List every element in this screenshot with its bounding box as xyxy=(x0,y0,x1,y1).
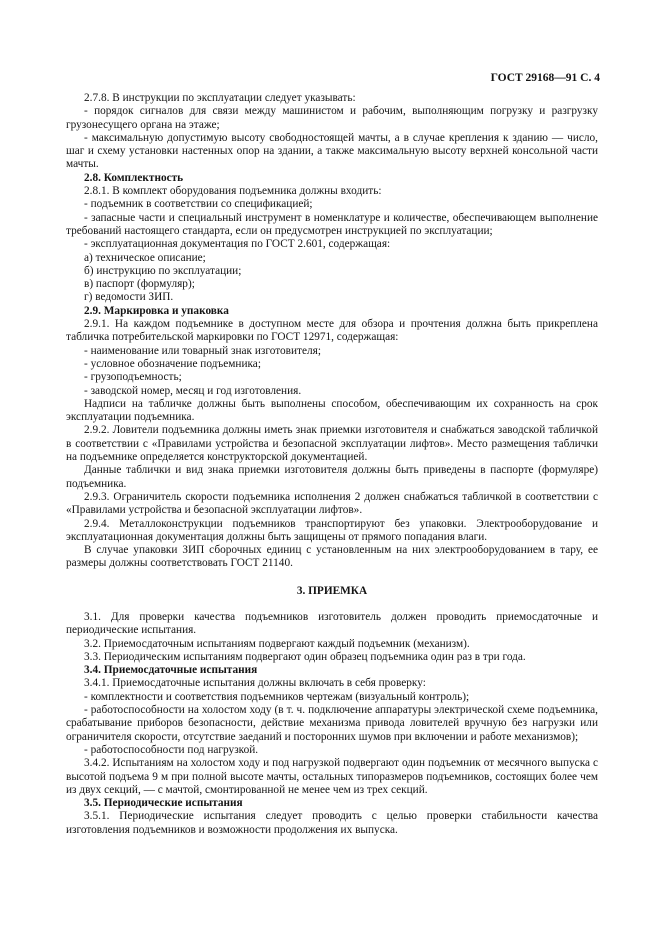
document-body xyxy=(66,92,598,837)
section-heading: 3. ПРИЕМКА xyxy=(296,584,368,597)
paragraph: 2.7.8. В инструкции по эксплуатации следует указывать: xyxy=(84,92,356,104)
subsection-heading: 3.4. Приемосдаточные испытания xyxy=(84,664,258,677)
paragraph: 2.9.1. На каждом подъемнике в доступном месте для обзора и прочтения должна быть прикреплена табличка потребительской маркировки по ГОСТ 12971, содержащая: xyxy=(66,318,598,344)
paragraph: - работоспособности на холостом ходу (в т. ч. подключение аппаратуры электрической схеме подъемника, срабатывание приборов безопасности, действие механизма привода ловителей вручную без нагрузки или ограничителя скорости, отсутствие заеданий и посторонних шумов при включении и работе механизмов); xyxy=(66,704,598,743)
paragraph: - максимальную допустимую высоту свободностоящей мачты, а в случае крепления к зданию — число, шаг и схему установки настенных опор на здании, а также максимальную высоту верхней консольной части мачты. xyxy=(66,131,598,171)
paragraph: а) техническое описание; xyxy=(84,251,206,264)
paragraph: 2.9.2. Ловители подъемника должны иметь знак приемки изготовителя и снабжаться заводской табличкой в соответствии с «Правилами устройства и безопасной эксплуатации лифтов». Место размещения таблички на подъемнике определяется конструкторской документацией. xyxy=(66,424,598,464)
page-header-standard-number: ГОСТ 29168—91 С. 4 xyxy=(490,72,600,84)
paragraph: - комплектности и соответствия подъемников чертежам (визуальный контроль); xyxy=(84,690,470,703)
paragraph: 3.5.1. Периодические испытания следует проводить с целью проверки стабильности качества изготовления подъемников и возможности продолжения их выпуска. xyxy=(66,810,598,836)
paragraph: г) ведомости ЗИП. xyxy=(84,291,174,304)
paragraph: - порядок сигналов для связи между машинистом и рабочим, выполняющим погрузку и разгрузку грузонесущего органа на этаже; xyxy=(66,105,598,131)
paragraph: - заводской номер, месяц и год изготовления. xyxy=(84,384,302,397)
subsection-heading: 3.5. Периодические испытания xyxy=(84,797,243,810)
paragraph: 3.2. Приемосдаточным испытаниям подвергают каждый подъемник (механизм). xyxy=(84,637,470,650)
paragraph: - работоспособности под нагрузкой. xyxy=(84,743,259,756)
paragraph: 2.8.1. В комплект оборудования подъемника должны входить: xyxy=(84,185,382,198)
paragraph: 3.4.2. Испытаниям на холостом ходу и под нагрузкой подвергают один подъемник от месячного выпуска с высотой подъема 9 м при полной высоте мачты, остальных типоразмеров подъемников, состоящих более чем из двух секций, — с мачтой, смонтированной не менее чем из трех секций. xyxy=(66,757,598,796)
paragraph: - условное обозначение подъемника; xyxy=(84,357,261,370)
paragraph: 3.4.1. Приемосдаточные испытания должны включать в себя проверку: xyxy=(84,677,426,690)
paragraph: - грузоподъемность; xyxy=(84,371,182,384)
subsection-heading: 2.9. Маркировка и упаковка xyxy=(84,304,229,317)
paragraph: Данные таблички и вид знака приемки изготовителя должны быть приведены в паспорте (формуляре) подъемника. xyxy=(66,464,598,490)
paragraph: - подъемник в соответствии со спецификацией; xyxy=(84,198,313,211)
paragraph: - наименование или товарный знак изготовителя; xyxy=(84,344,321,357)
paragraph: 2.9.4. Металлоконструкции подъемников транспортируют без упаковки. Электрооборудование и эксплуатационная документация должны быть защищены от прямого попадания влаги. xyxy=(66,517,598,543)
paragraph: - эксплуатационная документация по ГОСТ 2.601, содержащая: xyxy=(84,238,391,251)
paragraph: 2.9.3. Ограничитель скорости подъемника исполнения 2 должен снабжаться табличкой в соответствии с «Правилами устройства и безопасной эксплуатации лифтов». xyxy=(66,490,598,517)
paragraph: - запасные части и специальный инструмент в номенклатуре и количестве, обеспечивающем выполнение требований настоящего стандарта, если он предусмотрен инструкцией по эксплуатации; xyxy=(66,211,598,237)
paragraph: Надписи на табличке должны быть выполнены способом, обеспечивающим их сохранность на срок эксплуатации подъемника. xyxy=(66,397,598,424)
paragraph: В случае упаковки ЗИП сборочных единиц с установленным на них электрооборудованием в тару, ее размеры должны соответствовать ГОСТ 21140. xyxy=(66,544,598,570)
paragraph: 3.1. Для проверки качества подъемников изготовитель должен проводить приемосдаточные и периодические испытания. xyxy=(66,610,598,637)
paragraph: в) паспорт (формуляр); xyxy=(84,278,195,291)
paragraph: б) инструкцию по эксплуатации; xyxy=(84,264,242,277)
subsection-heading: 2.8. Комплектность xyxy=(84,171,184,184)
paragraph: 3.3. Периодическим испытаниям подвергают один образец подъемника один раз в три года. xyxy=(84,650,526,663)
